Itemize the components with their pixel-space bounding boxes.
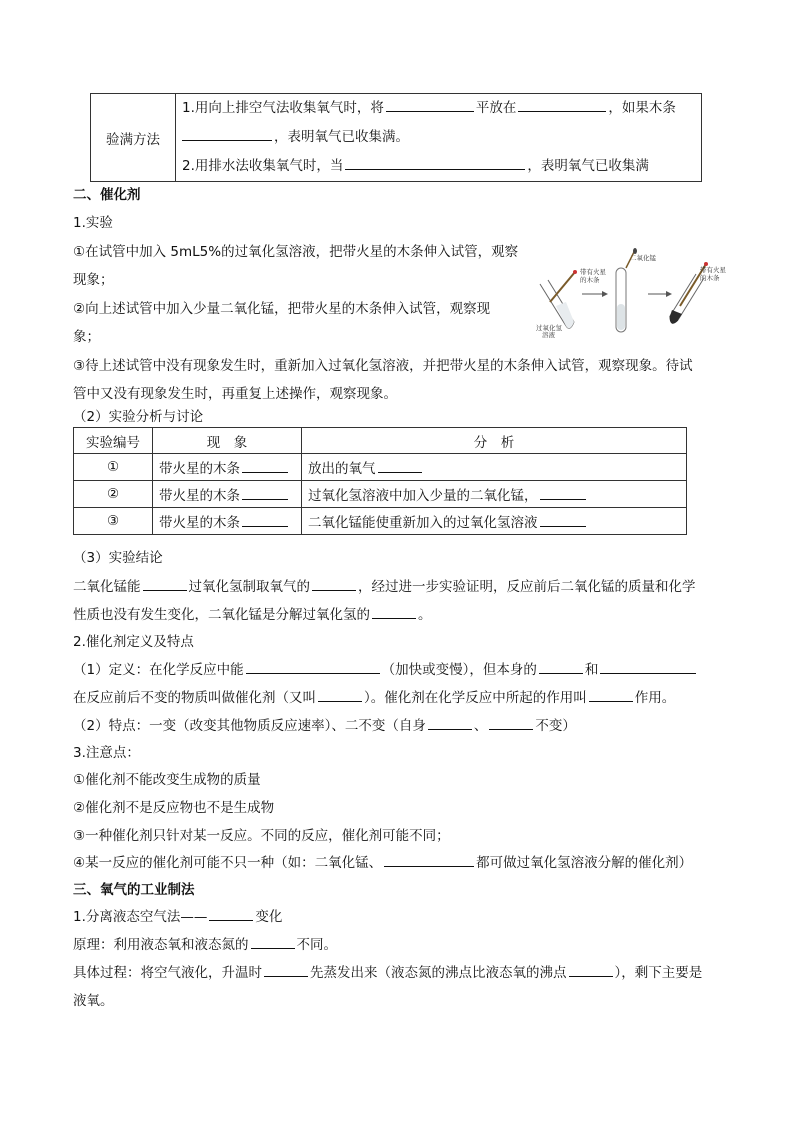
step3-line1: ③待上述试管中没有现象发生时，重新加入过氧化氢溶液，并把带火星的木条伸入试管，观察现象。待试 — [73, 358, 693, 374]
text: 2.用排水法收集氧气时，当 — [182, 158, 344, 174]
experiment-analysis-table — [73, 427, 687, 535]
blank — [569, 964, 613, 977]
blank — [246, 661, 380, 674]
fig-label-solution: 过氧化氢 — [536, 324, 562, 332]
blank — [143, 578, 187, 591]
blank — [428, 717, 472, 730]
text: 带火星的木条 — [159, 515, 240, 531]
fig-label-splint-1b: 的木条 — [580, 276, 600, 284]
table-row — [74, 481, 687, 508]
text: 作用。 — [634, 690, 676, 706]
text: 都可做过氧化氢溶液分解的催化剂） — [476, 855, 693, 871]
text: 1.用向上排空气法收集氧气时，将 — [182, 100, 384, 116]
method-line-1 — [182, 94, 695, 123]
fig-label-splint-3b: 的木条 — [700, 274, 720, 282]
text: （1）定义：在化学反应中能 — [73, 662, 244, 678]
text: 。 — [418, 607, 432, 623]
text: 放出的氧气 — [308, 461, 376, 477]
blank — [242, 514, 288, 527]
fig-label-solution-b: 溶液 — [542, 331, 555, 339]
definition-line2 — [73, 686, 675, 706]
section-heading-industrial: 三、氧气的工业制法 — [73, 882, 195, 898]
blank — [386, 99, 474, 112]
step1-line2: 现象； — [73, 272, 114, 288]
text: ）。催化剂在化学反应中所起的作用叫 — [364, 690, 587, 706]
analysis-title: （2）实验分析与讨论 — [73, 409, 204, 425]
text: ，经过进一步实验证明，反应前后二氧化锰的质量和化学 — [358, 579, 696, 595]
principle-line — [73, 933, 337, 953]
text: 变化 — [255, 909, 283, 925]
method-line — [73, 905, 282, 925]
step3-line2: 管中又没有现象发生时，再重复上述操作，观察现象。 — [73, 386, 397, 402]
note-4 — [73, 851, 692, 871]
experiment-figure — [520, 244, 730, 340]
text: 、 — [473, 718, 488, 734]
table-row — [74, 508, 687, 535]
blank — [384, 854, 474, 867]
text: （加快或变慢），但本身的 — [381, 662, 537, 678]
row-analysis — [302, 481, 687, 508]
blank — [518, 99, 606, 112]
row-analysis — [302, 454, 687, 481]
blank — [540, 487, 586, 500]
text: 平放在 — [475, 100, 517, 116]
header-id: 实验编号 — [74, 428, 153, 454]
text: 在反应前后不变的物质叫做催化剂（又叫 — [73, 690, 316, 706]
features-line — [73, 714, 576, 734]
conclusion-title: （3）实验结论 — [73, 550, 163, 566]
row-phenomenon — [153, 454, 302, 481]
text: ④某一反应的催化剂可能不只一种（如：二氧化锰、 — [73, 855, 383, 871]
text: 二氧化锰能使重新加入的过氧化氢溶液 — [308, 515, 538, 531]
row-id: ① — [74, 454, 153, 481]
blank — [251, 936, 295, 949]
method-label: 验满方法 — [106, 131, 160, 148]
blank — [209, 908, 253, 921]
text: 原理：利用液态氧和液态氮的 — [73, 937, 249, 953]
text: 二氧化锰能 — [73, 579, 141, 595]
blank — [242, 487, 288, 500]
section-heading-catalyst: 二、催化剂 — [73, 187, 141, 203]
arrow-2-icon — [648, 291, 672, 297]
conclusion-line1 — [73, 575, 696, 595]
blank — [264, 964, 308, 977]
text: 过氧化氢制取氧气的 — [188, 579, 310, 595]
text: 带火星的木条 — [159, 461, 240, 477]
blank — [182, 128, 272, 141]
header-phenomenon: 现 象 — [153, 428, 302, 454]
blank — [345, 157, 525, 170]
blank — [312, 578, 356, 591]
method-line-2 — [182, 123, 695, 152]
method-line-3 — [182, 152, 695, 181]
row-phenomenon — [153, 481, 302, 508]
conclusion-line2 — [73, 603, 432, 623]
method-content-cell — [176, 94, 702, 182]
definition-line1 — [73, 658, 698, 678]
process-line2: 液氧。 — [73, 993, 114, 1009]
test-tube-1 — [540, 270, 577, 328]
fig-label-splint-1: 带有火星 — [580, 268, 606, 276]
blank — [589, 689, 633, 702]
text: （2）特点：一变（改变其他物质反应速率）、二不变（自身 — [73, 718, 426, 734]
collection-method-table — [90, 93, 702, 182]
experiment-title: 1.实验 — [73, 215, 113, 231]
blank — [539, 661, 583, 674]
blank — [540, 514, 586, 527]
text: 性质也没有发生变化，二氧化锰是分解过氧化氢的 — [73, 607, 370, 623]
row-phenomenon — [153, 508, 302, 535]
text: 具体过程：将空气液化，升温时 — [73, 965, 262, 981]
step1-line1: ①在试管中加入 5mL5%的过氧化氢溶液，把带火星的木条伸入试管，观察 — [73, 244, 519, 260]
fig-label-splint-3: 带有火星 — [700, 266, 726, 274]
header-analysis: 分 析 — [302, 428, 687, 454]
text: 不变） — [535, 718, 576, 734]
text: 和 — [584, 662, 599, 678]
text: 过氧化氢溶液中加入少量的二氧化锰， — [308, 488, 538, 504]
method-label-cell — [91, 94, 176, 182]
note-3: ③一种催化剂只针对某一反应。不同的反应，催化剂可能不同； — [73, 828, 450, 844]
text: 不同。 — [296, 937, 337, 953]
notes-title: 3.注意点： — [73, 745, 140, 761]
table-header-row — [74, 428, 687, 454]
text: ），剩下主要是 — [614, 965, 703, 981]
blank — [489, 717, 533, 730]
arrow-1-icon — [582, 291, 608, 297]
text: ，如果木条 — [608, 100, 676, 116]
definition-title: 2.催化剂定义及特点 — [73, 634, 194, 650]
text: 1.分离液态空气法—— — [73, 909, 208, 925]
row-id: ③ — [74, 508, 153, 535]
note-1: ①催化剂不能改变生成物的质量 — [73, 772, 261, 788]
text: 带火星的木条 — [159, 488, 240, 504]
blank — [318, 689, 362, 702]
blank — [378, 460, 422, 473]
text: ，表明氧气已收集满 — [527, 158, 649, 174]
note-2: ②催化剂不是反应物也不是生成物 — [73, 800, 275, 816]
blank — [600, 661, 696, 674]
row-id: ② — [74, 481, 153, 508]
table-row — [74, 454, 687, 481]
blank — [372, 606, 416, 619]
text: 先蒸发出来（液态氮的沸点比液态氧的沸点 — [310, 965, 567, 981]
step2-line2: 象； — [73, 329, 100, 345]
row-analysis — [302, 508, 687, 535]
fig-label-mno2: 二氧化锰 — [630, 254, 656, 262]
blank — [242, 460, 288, 473]
text: ，表明氧气已收集满。 — [274, 129, 409, 145]
step2-line1: ②向上述试管中加入少量二氧化锰，把带火星的木条伸入试管，观察现 — [73, 301, 491, 317]
process-line1 — [73, 961, 702, 981]
